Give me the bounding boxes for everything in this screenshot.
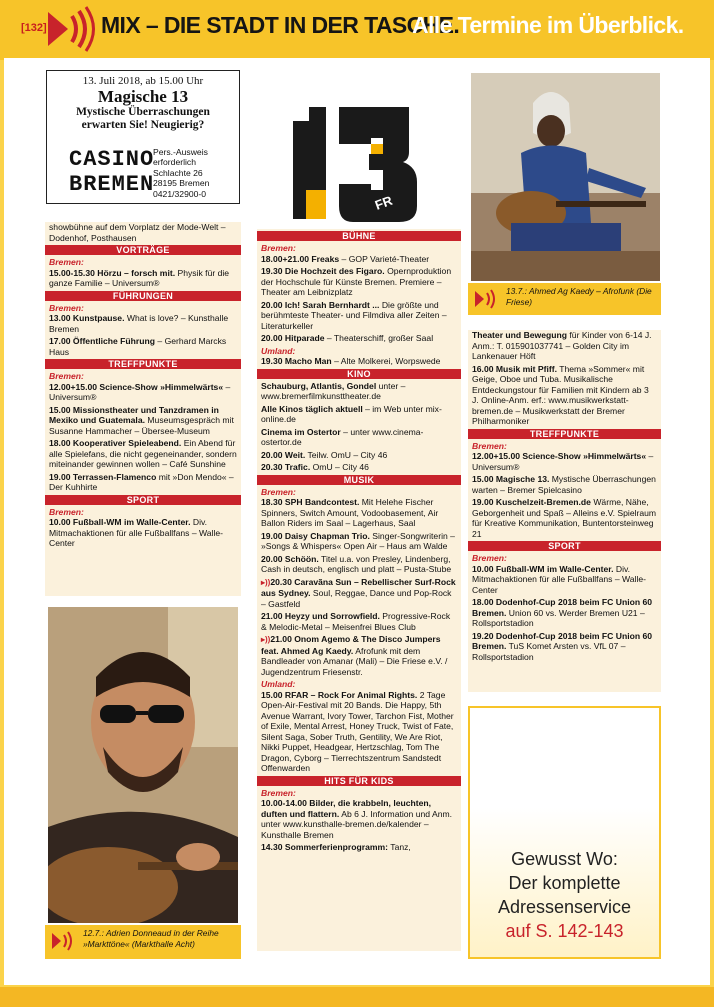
number-13-logo-icon bbox=[257, 72, 461, 228]
location-label: Bremen: bbox=[261, 486, 296, 497]
ad-title: Magische 13 bbox=[97, 87, 189, 106]
ad-info-line: 0421/32900-0 bbox=[153, 188, 207, 199]
casino-logo-line-1: CASINO bbox=[69, 147, 155, 172]
ad-date: 13. Juli 2018, ab 15.00 Uhr bbox=[82, 75, 204, 87]
speaker-arrow-icon: ▸)) bbox=[261, 635, 271, 644]
caption-photo-2 bbox=[468, 283, 661, 315]
friday-13-logo bbox=[257, 72, 461, 228]
event-entry: 10.00 Fußball-WM im Walle-Center. Div. Mitmachaktionen für alle Fußballfans – Walle-Center bbox=[49, 517, 224, 548]
event-entry: 17.00 Öffentliche Führung – Gerhard Marcks Haus bbox=[49, 336, 227, 357]
musician-photo-icon bbox=[471, 73, 660, 281]
event-entry: 12.00+15.00 Science-Show »Himmelwärts« – Universum® bbox=[49, 381, 231, 402]
event-entry: 14.30 Sommerferienprogramm: Tanz, bbox=[261, 842, 411, 852]
header-title: MIX – DIE STADT IN DER TASCHE. bbox=[101, 12, 460, 38]
section-header: TREFFPUNKTE bbox=[468, 429, 661, 439]
section-header: FÜHRUNGEN bbox=[45, 291, 241, 301]
event-entry: 16.00 Musik mit Pfiff. Thema »Sommer« mit Geige, Oboe und Tuba. Musikalische Entdeckungstour für Familien mit Kindern ab 3 J. Online-Anm. erf.: www.musikwerkstatt-bremen.de – Musikwerkstatt der Bremer Philharmoniker bbox=[472, 363, 649, 426]
column-middle bbox=[257, 229, 461, 951]
event-entry: 19.00 Kuschelzeit-Bremen.de Wärme, Nähe, Geborgenheit und Spaß – Alleins e.V. Spielraum für Kreative Kommunikation, Buntentorsteinweg 21 bbox=[472, 497, 657, 539]
event-entry: 12.00+15.00 Science-Show »Himmelwärts« – Universum® bbox=[472, 451, 654, 472]
caption-text: 12.7.: Adrien Donneaud in der Reihe »Markttöne« (Markthalle Acht) bbox=[83, 928, 219, 949]
event-entry: Alle Kinos täglich aktuell – im Web unter mix-online.de bbox=[261, 403, 442, 424]
column-left bbox=[45, 222, 241, 596]
location-label: Bremen: bbox=[261, 787, 296, 798]
ad-subtitle-1: Mystische Überraschungen bbox=[76, 106, 210, 118]
page-number: [132] bbox=[21, 22, 47, 34]
ad-info-line: Schlachte 26 bbox=[153, 167, 203, 178]
casino-logo bbox=[69, 147, 154, 197]
event-entry: 20.00 Hitparade – Theaterschiff, großer Saal bbox=[261, 333, 434, 343]
col1-intro: showbühne auf dem Vorplatz der Mode-Welt – Dodenhof, Posthausen bbox=[49, 222, 226, 243]
section-header: VORTRÄGE bbox=[45, 245, 241, 255]
section-header: BÜHNE bbox=[257, 231, 461, 241]
speaker-waves-icon bbox=[474, 288, 498, 310]
caption-text: 13.7.: Ahmed Ag Kaedy – Afrofunk (Die Friese) bbox=[506, 286, 652, 307]
event-entry: 18.30 SPH Bandcontest. Mit Helehe Fischer Spinners, Switch Amount, Vodoobasement, Air Ballon Riders im Saal – Lagerhaus, Saal bbox=[261, 497, 439, 528]
ad-info bbox=[153, 147, 209, 199]
ad-info-line: 28195 Bremen bbox=[153, 178, 210, 189]
ad-subtitle-2: erwarten Sie! Neugierig? bbox=[81, 119, 205, 131]
event-entry: 10.00-14.00 Bilder, die krabbeln, leuchten, duften und flattern. Ab 6 J. Information und Anm. unter www.kunsthalle-bremen.de/kalender – Kunsthalle Bremen bbox=[261, 798, 453, 840]
location-label: Bremen: bbox=[472, 440, 507, 451]
casino-logo-line-2: BREMEN bbox=[69, 172, 155, 197]
section-header: SPORT bbox=[45, 495, 241, 505]
photo-adrien-donneaud bbox=[48, 607, 238, 923]
event-entry: ▸))21.00 Onom Agemo & The Disco Jumpers feat. Ahmed Ag Kaedy. Afrofunk mit dem Bandleader von Amanar (Mali) – Die Friese e.V. / Jugendzentrum Friesenstr. bbox=[261, 634, 448, 677]
speaker-waves-icon bbox=[46, 6, 96, 52]
guitarist-photo-icon bbox=[48, 607, 238, 923]
event-entry: Schauburg, Atlantis, Gondel unter – www.bremerfilmkunsttheater.de bbox=[261, 380, 406, 401]
event-entry: 20.00 Schöön. Titel u.a. von Presley, Lindenberg, Cash in deutsch, englisch und platt – Pusta-Stube bbox=[261, 553, 452, 574]
header-subtitle: Alle Termine im Überblick. bbox=[412, 12, 684, 38]
logo-suffix: FR bbox=[372, 192, 395, 213]
event-entry: 15.00 RFAR – Rock For Animal Rights. 2 Tage Open-Air-Festival mit 20 Bands. Die Happy, 5th Avenue Warrant, Ivory Tower, Tarchon Fist, Mother of Exile, Mental Arrest, Honey Truck, Twist of Fate, Silent Saga, Sober Truth, Gentility, We Are Riot, Nikki Puppet, Headgear, Hertzschlag, Tom The Dragon, Cyborg – Tierrechtszentrum Sandstedt Offenwarden bbox=[261, 689, 454, 773]
event-entry: ▸))20.30 Caravãna Sun – Rebellischer Surf-Rock aus Sydney. Soul, Reggae, Dance und Pop-Rock – Gastfeld bbox=[261, 576, 456, 609]
location-label: Bremen: bbox=[49, 506, 84, 517]
location-label: Bremen: bbox=[472, 553, 507, 563]
event-entry: 21.00 Heyzy und Sorrowfield. Progressive-Rock & Melodic-Metal – Meisenfrei Blues Club bbox=[261, 611, 451, 632]
address-service-line-2: Der komplette bbox=[508, 873, 621, 893]
section-header: KINO bbox=[257, 369, 461, 379]
event-entry: 20.00 Weit. Teilw. OmU – City 46 bbox=[261, 449, 388, 460]
address-service-page-ref: auf S. 142-143 bbox=[505, 921, 624, 941]
event-entry: 15.00-15.30 Hörzu – forsch mit. Physik für die ganze Familie – Universum® bbox=[49, 267, 230, 288]
section-header: SPORT bbox=[468, 541, 661, 551]
event-entry: 19.00 Terrassen-Flamenco mit »Don Mendo« – Der Kuhhirte bbox=[49, 471, 234, 492]
event-entry: 18.00 Dodenhof-Cup 2018 beim FC Union 60 Bremen. Union 60 vs. Werder Bremen U21 – Rollsportstadion bbox=[472, 597, 653, 628]
location-label: Bremen: bbox=[49, 371, 84, 381]
address-service-line-1: Gewusst Wo: bbox=[511, 849, 618, 869]
event-entry: 19.30 Die Hochzeit des Figaro. Opernproduktion der Hochschule für Künste Bremen. Premiere – Theater am Leibnizplatz bbox=[261, 266, 452, 297]
event-entry: Cinema im Ostertor – unter www.cinema-ostertor.de bbox=[261, 426, 424, 447]
speaker-waves-icon bbox=[51, 930, 75, 952]
photo-ahmed-ag-kaedy bbox=[471, 73, 660, 281]
location-label: Umland: bbox=[261, 345, 296, 356]
address-service-box bbox=[468, 706, 661, 959]
event-entry: Theater und Bewegung für Kinder von 6-14 J. Anm.: T. 015901037741 – Golden City im Lankenauer Höft bbox=[472, 330, 652, 361]
section-header: MUSIK bbox=[257, 475, 461, 485]
section-header: TREFFPUNKTE bbox=[45, 359, 241, 369]
event-entry: 15.00 Missionstheater und Tanzdramen in Mexiko und Guatemala. Museumsgespräch mit Susanne Hammacher – Übersee-Museum bbox=[49, 404, 234, 436]
event-entry: 19.20 Dodenhof-Cup 2018 beim FC Union 60 Bremen. TuS Komet Arsten vs. VfL 07 – Rollsportstadion bbox=[472, 630, 653, 662]
column-right bbox=[468, 330, 661, 692]
casino-ad bbox=[46, 70, 240, 204]
event-entry: 20.30 Trafic. OmU – City 46 bbox=[261, 462, 369, 472]
page-header bbox=[0, 0, 714, 60]
ad-info-line: Pers.-Ausweis bbox=[153, 147, 208, 157]
event-entry: 15.00 Magische 13. Mystische Überraschungen warten – Bremer Spielcasino bbox=[472, 474, 656, 495]
event-entry: 10.00 Fußball-WM im Walle-Center. Div. Mitmachaktionen für alle Fußballfans – Walle-Center bbox=[472, 563, 647, 595]
event-entry: 18.00+21.00 Freaks – GOP Varieté-Theater bbox=[261, 253, 430, 264]
location-label: Bremen: bbox=[49, 257, 84, 267]
location-label: Bremen: bbox=[261, 243, 296, 253]
event-entry: 20.00 Ich! Sarah Bernhardt ... Die größte und berühmteste Theater- und Filmdiva aller Zeiten – Literaturkeller bbox=[261, 299, 447, 331]
event-entry: 19.30 Macho Man – Alte Molkerei, Worpswede bbox=[261, 356, 441, 366]
caption-photo-1 bbox=[45, 925, 241, 959]
location-label: Umland: bbox=[261, 679, 296, 689]
event-entry: 13.00 Kunstpause. What is love? – Kunsthalle Bremen bbox=[49, 313, 229, 334]
event-entry: 19.00 Daisy Chapman Trio. Singer-Songwriterin – »Songs & Whispers« Open Air – Haus am Walde bbox=[261, 530, 455, 551]
address-service-line-3: Adressenservice bbox=[497, 897, 632, 917]
speaker-arrow-icon: ▸)) bbox=[261, 577, 271, 587]
location-label: Bremen: bbox=[49, 302, 84, 313]
bottom-stripe bbox=[0, 987, 714, 1007]
event-entry: 18.00 Kooperativer Spieleabend. Ein Abend für alle Spielefans, die nicht gegeneinander, sondern miteinander gewinnen wollen – Café Sunshine bbox=[49, 438, 237, 469]
ad-info-line: erforderlich bbox=[153, 157, 196, 168]
section-header: HITS FÜR KIDS bbox=[257, 776, 461, 786]
